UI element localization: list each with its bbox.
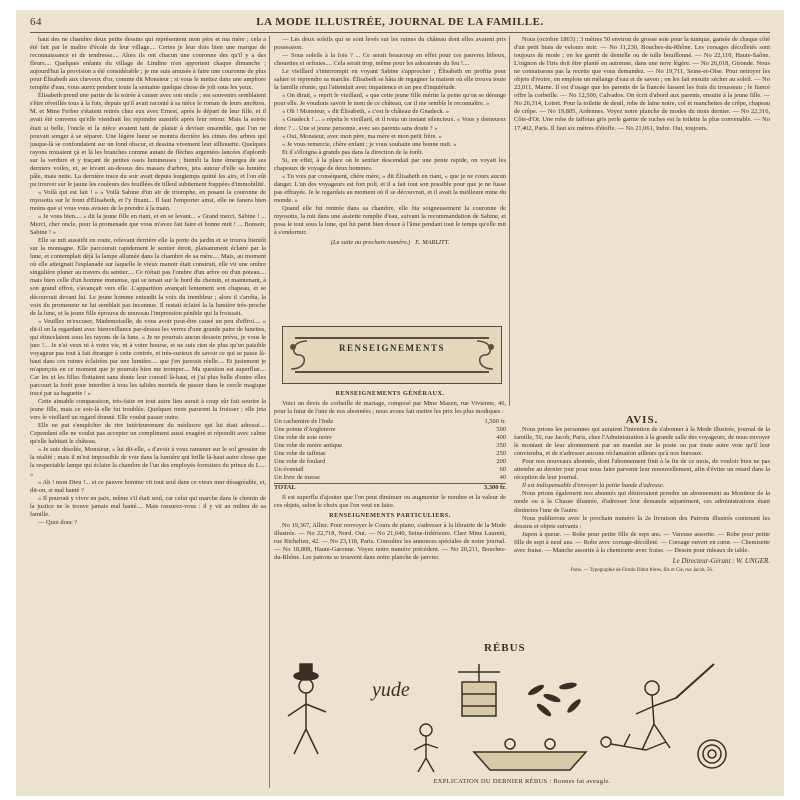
paragraph: Et il s'éloigna à grands pas dans la direction de la forêt. xyxy=(282,148,423,156)
paragraph: « Ah ! mon Dieu !... et ce pauvre homme vit tout seul dans ce vieux mur désagréable, et, dit-on, si mal hanté ? xyxy=(30,478,266,494)
price-row: Un livre de messe 40 xyxy=(274,474,506,482)
paragraph: Nous (octobre 1863) ; 3 mètres 50 environ de grosse soie pour la tunique, gansée de chaque côté d'un petit biais de velours noir. — No 11,230, Bouches-du-Rhône. Les corsages décolletés sont toujours de mode ; on les garnit de dentelle ou de tulle bouillonné. — No 22,110, Haute-Saône. L'oignon de l'iris doit être planté en automne, dans une terre légère. — No 26,018, Gironde. Nous ne connaissons pas la recette que vous demandez. — No 19,711, Seine-et-Oise. Pour nettoyer les objets d'ivoire, on emploie un mélange d'eau et de savon ; on les fait ensuite sécher au soleil. — No 22,011, Marne. Il est d'usage que les parents de la fiancée fassent les frais du trousseau ; le fiancé offre la corbeille. — No 12,500, Calvados. On écrit d'abord aux parents, ensuite à la jeune fille. — No 26,314, Loiret. Pour la toilette de deuil, robe de laine noire, col et manchettes de crêpe, chapeau de crêpe. — No 19,805, Ardennes. Voyez notre planche de modes du mois dernier. — No 22,316, Côte-d'Or. Une robe de taffetas gris perle garnie de ruches est la toilette la plus convenable. — No 17,402, Paris. Il faut six mètres d'étoffe. — No 21,061, Indre. Oui, toujours. xyxy=(514,36,770,132)
signature: Le Directeur-Gérant : W. UNGER. xyxy=(672,556,770,565)
section-title-particular: RENSEIGNEMENTS PARTICULIERS. xyxy=(329,511,451,519)
section-title-general: RENSEIGNEMENTS GÉNÉRAUX. xyxy=(335,390,445,397)
author-name: E. MARLITT. xyxy=(415,239,450,247)
price-list xyxy=(274,418,506,491)
renseignements-body xyxy=(274,388,506,638)
price-row: Une robe de soie noire 400 xyxy=(274,434,506,442)
page-header xyxy=(30,16,770,32)
answers-column xyxy=(514,36,770,408)
renseignements-banner xyxy=(282,326,502,384)
paragraph: Nous prions également nos abonnés qui désireraient prendre un abonnement au Moniteur de la mode ou à la Chasse illustrée, d'adresser leur demande séparément, ces administrations étant distinctes l'une de l'autre. xyxy=(514,490,770,514)
rebus-puzzle xyxy=(274,642,770,788)
paragraph: « Je vous remercie, chère enfant ; je vous souhaite une bonne nuit. » xyxy=(282,140,457,148)
continuation-note: (La suite au prochain numéro.) xyxy=(330,239,411,247)
paragraph: Elle se mit aussitôt en route, relevant derrière elle la porte du jardin et se trouva bientôt sur la montagne. Elle parcourait rapidement le sentier étroit, plaisamment éclairé par la lune, et contemplait déjà la lampe allumée dans la chambre de sa mère.... Mais, au moment où elle atteignait l'esplanade sur laquelle le vieux manoir était construit, elle vit une ombre singulière planer au travers du sentier.... Ce n'était pas l'ombre d'un arbre ou d'un poteau.... mais bien celle d'un homme immense, qui se tenait sur le bord du chemin, et maintenant, à son grand effroi, s'avançait vers elle. L'apparition avançait lentement son chapeau, et se découvrait devant lui. Le jeune homme entendit la voix du trembleur ; alors il s'arrêta, la voix du promeneur ne lui semblait pas inconnue. Il restait éclairé la la lumière très-proche de la lune, et la jeune fille éprouva de nouveau l'impression pénible qui la froissait. xyxy=(30,237,266,317)
paragraph: — Quoi donc ? xyxy=(38,518,78,526)
rebus-illustration xyxy=(274,654,770,776)
paragraph: Jupon à queue. — Robe pour petite fille de sept ans. — Vareuse assortie. — Robe pour petite fille de sept à neuf ans. — Robe avec corsage-décolleté. — Corsage ouvert en cœur. — Chemisette avec fraise. — Manche assortie à la chemisette avec fraise. — Dessin pour rideaux de table. xyxy=(514,530,770,554)
fish-group-icon xyxy=(527,681,583,718)
paragraph: Elle ne put s'empêcher de rire intérieurement du médiocre qui lui était adressé.... Cependant elle ne voulut pas accepter un compliment aussi exagéré et répondit avec calme qu'elle habitait le château. xyxy=(30,422,266,446)
paragraph: Quand elle fut rentrée dans sa chambre, elle ôta soigneusement la couronne de myosotis, la mit dans une assiette remplie d'eau, suivant la recommandation de Sabine, et posa le tout sous la lune, qui lui parut bien douce à l'âme pendant tout le temps qu'elle mit à s'endormir. xyxy=(274,204,506,237)
paragraph: « Gnadeck ! ... » répéta le vieillard, et il resta un instant silencieux. « Vous y demeurez donc ? ... Une si jeune personne, avec ses parents sans doute ? » xyxy=(274,116,506,132)
paragraph: Pour nos nouveaux abonnés, dont l'abonnement finit à la fin de ce mois, de vouloir bien ne pas attendre au dernier jour pour nous faire parvenir leur renouvellement, afin d'éviter un retard dans la réception de leur journal. xyxy=(514,458,770,482)
renseignements-particular: No 19,367, Allier. Pour renvoyer le Cours de piano, s'adresser à la librairie de la Mode illustrée. — No 22,718, Nord. Oui. — No 21,640, Seine-Inférieure. Chez Mme Laurent, rue Richelieu, 42. — No 23,118, Paris. Consultez les annonces spéciales de notre journal. — No 18,808, Haute-Garonne. Voyez notre numéro précédent. — No 20,211, Bouches-du-Rhône. Les patrons se trouvent dans notre planche de janvier. xyxy=(274,521,506,561)
paragraph: « Tu vois par conséquent, chère mère, » dit Élisabeth en riant, « que je ne cours aucun danger. L'un des voyageurs est fort poli, et il a fait tout son possible pour que je ne fusse pas effrayée. Je le regardais au moment où il se découvrait, et il avait la meilleure mine du monde. » xyxy=(274,172,506,204)
paragraph: Le vieillard s'interrompit en voyant Sabine s'approcher ; Élisabeth en profita pour saluer et reprendre sa marche. Élisabeth se hâta de regagner la maison où elle trouva toute la famille réunie, qui l'attendait avec impatience et un peu d'inquiétude. xyxy=(274,68,506,92)
story-column-1 xyxy=(30,36,266,788)
price-total-row: TOTAL 3,300 fr. xyxy=(274,483,506,491)
swordsman-icon xyxy=(636,664,714,750)
paragraph: « On dirait, » reprit le vieillard, « que cette jeune fille mérite la peine qu'on se dérange pour elle. Je voudrais savoir le nom de ce château, car il me semble le reconnaître. » xyxy=(274,92,506,108)
paragraph: « Veuillez m'excuser, Mademoiselle, de vous avoir peut-être causé un peu d'effroi.... » dit-il en la regardant avec bienveillance par-dessus les verres d'une grande paire de lunettes, qui étincelaient sous les rayons de la lune. « Je ne pourrais aucun dessein prévu, je vous le jure !... Je n'ai veux ni à votre vie, ni à votre bourse, et ne suis rien de plus qu'un paisible voyageur pas tout à fait étranger à cette contrée, et très-curieux de savoir ce qui se passe là-haut dans ces ruines éclairées par une lumière.... que j'en jurerais réelle.... Et justement je m'aperçois en ce moment que je pourrais bien me tromper.... Ma question est superflue.... Car les et les filles flottaient sans doute leur conseil là-haut, et j'ai plus belle d'entre elles parcourt la forêt pour interdire à tous les talides mortels de passer dans le cercle magique tracé par sa baguette ! » xyxy=(30,317,266,398)
column-divider-2 xyxy=(509,36,510,406)
rebus-explanation: EXPLICATION DU DERNIER RÉBUS : Bonnes fat aveugle. xyxy=(433,778,611,785)
banner-title: RENSEIGNEMENTS xyxy=(338,343,446,353)
renseignements-intro: Voici un devis de corbeille de mariage, composé par Mme Mazen, rue Vivienne, 46, pour la futur de l'une de nos abonnées ; nous avons fait mettre les prix les plus modiques : xyxy=(274,400,506,416)
lying-figure-icon xyxy=(601,734,666,750)
imprint: Paris. — Typographie de Firmin Didot frères, fils et Cie, rue Jacob, 56. xyxy=(570,567,714,573)
coiled-rope-icon xyxy=(698,740,726,768)
paragraph: « Je suis désolée, Monsieur, » lui dit-elle, « d'avoir à vous ramener sur le sol grossier de la réalité ; mais il m'est impossible de voir dans la lumière qui brille là-haut autre chose que la respectable lampe qui éclaire la chambre de l'un des employés forestiers du prince de L.... » xyxy=(30,446,266,478)
man-with-hat-icon xyxy=(288,664,326,754)
paragraph: Élisabeth prend une partie de la soirée à causer avec son oncle ; ses souvenirs semblaient s'être réveillés tous à la fois, depuis qu'il avait raconté à sa nièce le roman de leurs ancêtres. M. et Mme Ferber s'étaient retirés chez eux avec Ernest, après le départ de leur fille, et il avait été convenu qu'elle viendrait les rejoindre aussitôt après leur retour. Mais la soirée était si belle, l'oncle et la nièce avaient tant de plaisir à deviser ensemble, que l'on ne pouvait songer à se séparer. Une légère lueur se montra derrière les cimes des arbres qui jusque-là se confondaient sur un fond obscur, et dessina vivement leur silhouette. Quelques rayons trouaient çà et là les branches comme autant de flèches argentées lancées d'aplomb sur la verdure et y traçant de petites oasis lumineuses ; bientôt la lune émergea de ses derniers voiles, et, se levant au-dessus des masses d'arbres, jeta autour d'elle sa lumière pâle, mais nette. La dernière trace du soir avait depuis longtemps quitté les airs, et l'on eût pu trouver sur le jaune les couleurs des feuillées de tilleul subitement frappées d'immobilité. xyxy=(30,92,266,188)
price-row: Une robe de taffetas 250 xyxy=(274,450,506,458)
paragraph: « Oh ! Monsieur, » dit Élisabeth, « c'est le château de Gnadeck. » xyxy=(282,108,450,116)
paragraph: « Oui, Monsieur, avec mon père, ma mère et mon petit frère. » xyxy=(282,132,442,140)
paragraph: Il est indispensable d'envoyer la petite bande d'adresse. xyxy=(522,482,665,490)
avis-section xyxy=(514,412,770,650)
boat-icon xyxy=(474,739,586,770)
price-row: Un éventail 60 xyxy=(274,466,506,474)
paragraph: Nous publierons avec le prochain numéro la 2e livraison des Patrons illustrés contenant les dessins et objets suivants : xyxy=(514,514,770,530)
paragraph: Nous prions les personnes qui auraient l'intention de s'abonner à la Mode illustrée, journal de la famille, 56, rue Jacob, Paris, chez l'Administration à la grande salle des voyageurs, de nous envoyer le montant de leur abonnement par un mandat sur la poste ou par toute autre voie qu'il leur conviendra, et de n'adresser aucune réclamation ailleurs qu'à nos bureaux. xyxy=(514,426,770,458)
paragraph: Si, en effet, à la place où le sentier descendait par une pente rapide, on voyait les chapeaux de voyage de deux hommes. xyxy=(274,156,506,172)
paragraph: — Sous soleils à la fois ? ... Ce serait beaucoup en effet pour ces pauvres hiboux, chouettes et orfraies.... Cela serait trop, même pour les adorateurs du feu !.... xyxy=(274,52,506,68)
price-row: Une pointe d'Angleterre 500 xyxy=(274,426,506,434)
paragraph: « Voilà qui est fait ! » « Voilà Sabine d'un air de triomphe, en posant la couronne de myosotis sur le front d'Élisabeth, et l'y fixant... Il faut l'emporter ainsi, elle ne fanera bien moins que si vous vous avisiez de la prendre à la main. xyxy=(30,188,266,212)
paragraph: — Les deux soleils qui se sont levés sur les ruines du château dont elles avaient pris possession. xyxy=(274,36,506,52)
rebus-title: RÉBUS xyxy=(484,642,526,654)
avis-title: AVIS. xyxy=(625,414,659,426)
child-figure-icon xyxy=(414,724,438,772)
rebus-word: yude xyxy=(372,679,410,701)
paragraph: haut des ne chambre deux petits dessins qui représentent mon père et ma mère ; cela a été fait par le maître d'école de leur village.... Certes je leur dois bien une marque de reconnaissance et de tendresse.... Alors ils ont chacun une couronne des qu'il y a des fleurs.... Quelques enfants du village de Lindine n'en apportent chaque dimanche ; aujourd'hui la provision a été considérable ; je me suis amusée à faire une couronne de plus pour Élisabeth aux cheveux d'or, comme dit Monsieur ; si vous le mettez dans une amphore remplie d'eau, vous aurez pendant toute la semaine quelque chose de joli sous les yeux. xyxy=(30,36,266,92)
header-rule xyxy=(30,32,770,33)
price-row: Une robe de foulard 200 xyxy=(274,458,506,466)
well-icon xyxy=(458,664,500,716)
column-divider-1 xyxy=(269,36,270,788)
price-row: Une robe de moire antique 350 xyxy=(274,442,506,450)
price-row: Un cachemire de l'Inde 1,500 fr. xyxy=(274,418,506,426)
paragraph: Cette aimable comparaison, très-faite en tout autre lieu aurait à coup sûr fait sourire la jeune fille, mais ce soir-là elle fut troublée. Quelques mots parurent la froisser ; elle jeta vers le vieillard un regard étonné. Elle voulut passer outre. xyxy=(30,398,266,422)
page-number: 64 xyxy=(30,16,42,28)
journal-title: LA MODE ILLUSTRÉE, JOURNAL DE LA FAMILLE. xyxy=(256,16,544,28)
paragraph: « Il pourrait y vivre en paix, même s'il était seul, car celui qui marche dans le chemin de la justice ne le trouve jamais mal hanté.... Mais rassurez-vous : il y vit au milieu de sa famille. xyxy=(30,494,266,518)
paragraph: « Je vous bien.... » dit la jeune fille en riant, et en se levant... « Grand merci, Sabine ! ... Merci, cher oncle, pour la promenade que vous m'avez fait faire et bonne nuit ! ... Bonsoir, Sabine ! » xyxy=(30,213,266,237)
renseignements-note: Il est superflu d'ajouter que l'on peut diminuer ou augmenter le nombre et la valeur de ces objets, selon le choix que l'on veut en faire. xyxy=(274,493,506,509)
newspaper-page xyxy=(16,10,784,796)
